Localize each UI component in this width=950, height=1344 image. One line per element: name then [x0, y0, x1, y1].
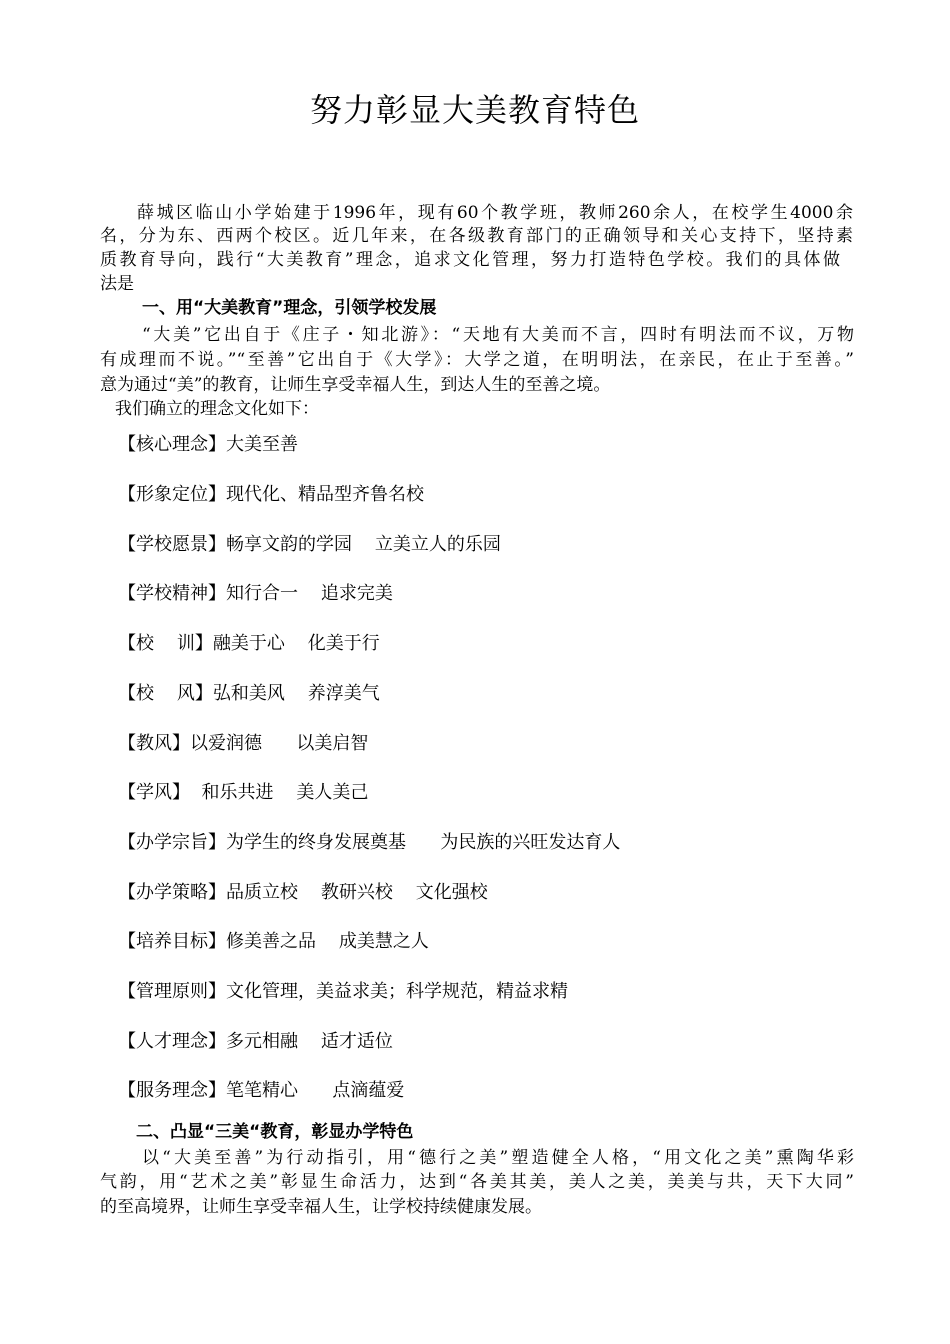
section1-line: 意为通过“美”的教育，让师生享受幸福人生，到达人生的至善之境。: [100, 375, 611, 395]
concept-item: 【教风】以爱润德 以美启智: [118, 733, 369, 754]
intro-line: 质教育导向，践行“大美教育”理念，追求文化管理，努力打造特色学校。我们的具体做: [100, 250, 840, 270]
section1-line: “大美”它出自于《庄子・知北游》：“天地有大美而不言，四时有明法而不议，万物: [142, 325, 854, 345]
section-heading: 一、用“大美教育”理念，引领学校发展: [142, 298, 437, 318]
concept-item: 【校 风】弘和美风 养淳美气: [118, 683, 380, 704]
concept-item: 【核心理念】大美至善: [118, 434, 298, 455]
section2-line: 的至高境界，让师生享受幸福人生，让学校持续健康发展。: [100, 1197, 542, 1217]
section1-lead: 我们确立的理念文化如下：: [115, 399, 319, 419]
intro-line: 薛城区临山小学始建于1996年，现有60个教学班，教师260余人，在校学生4000余: [137, 203, 853, 223]
section2-line: 气韵，用“艺术之美”彰显生命活力，达到“各美其美，美人之美，美美与共，天下大同”: [100, 1172, 854, 1192]
concept-item: 【办学策略】品质立校 教研兴校 文化强校: [118, 882, 488, 903]
concept-item: 【校 训】融美于心 化美于行: [118, 633, 380, 654]
intro-line: 法是: [100, 274, 134, 294]
concept-item: 【管理原则】文化管理，美益求美；科学规范，精益求精: [118, 981, 568, 1002]
concept-item: 【培养目标】修美善之品 成美慧之人: [118, 931, 429, 952]
section1-line: 有成理而不说。”“至善”它出自于《大学》：大学之道，在明明法，在亲民，在止于至善。”: [100, 350, 854, 370]
concept-item: 【学校精神】知行合一 追求完美: [118, 583, 393, 604]
concept-item: 【办学宗旨】为学生的终身发展奠基 为民族的兴旺发达育人: [118, 832, 621, 853]
concept-item: 【服务理念】笔笔精心 点滴蕴爱: [118, 1080, 405, 1101]
concept-item: 【学校愿景】畅享文韵的学园 立美立人的乐园: [118, 534, 501, 555]
section-heading: 二、凸显“三美“教育，彰显办学特色: [136, 1122, 414, 1142]
concept-item: 【人才理念】多元相融 适才适位: [118, 1031, 393, 1052]
concept-item: 【学风】 和乐共进 美人美己: [118, 782, 369, 803]
concept-item: 【形象定位】现代化、精品型齐鲁名校: [118, 484, 424, 505]
intro-line: 名，分为东、西两个校区。近几年来，在各级教育部门的正确领导和关心支持下，坚持素: [100, 226, 853, 246]
section2-line: 以“大美至善”为行动指引，用“德行之美”塑造健全人格，“用文化之美”熏陶华彩: [142, 1148, 854, 1168]
document-title: 努力彰显大美教育特色: [309, 91, 640, 129]
